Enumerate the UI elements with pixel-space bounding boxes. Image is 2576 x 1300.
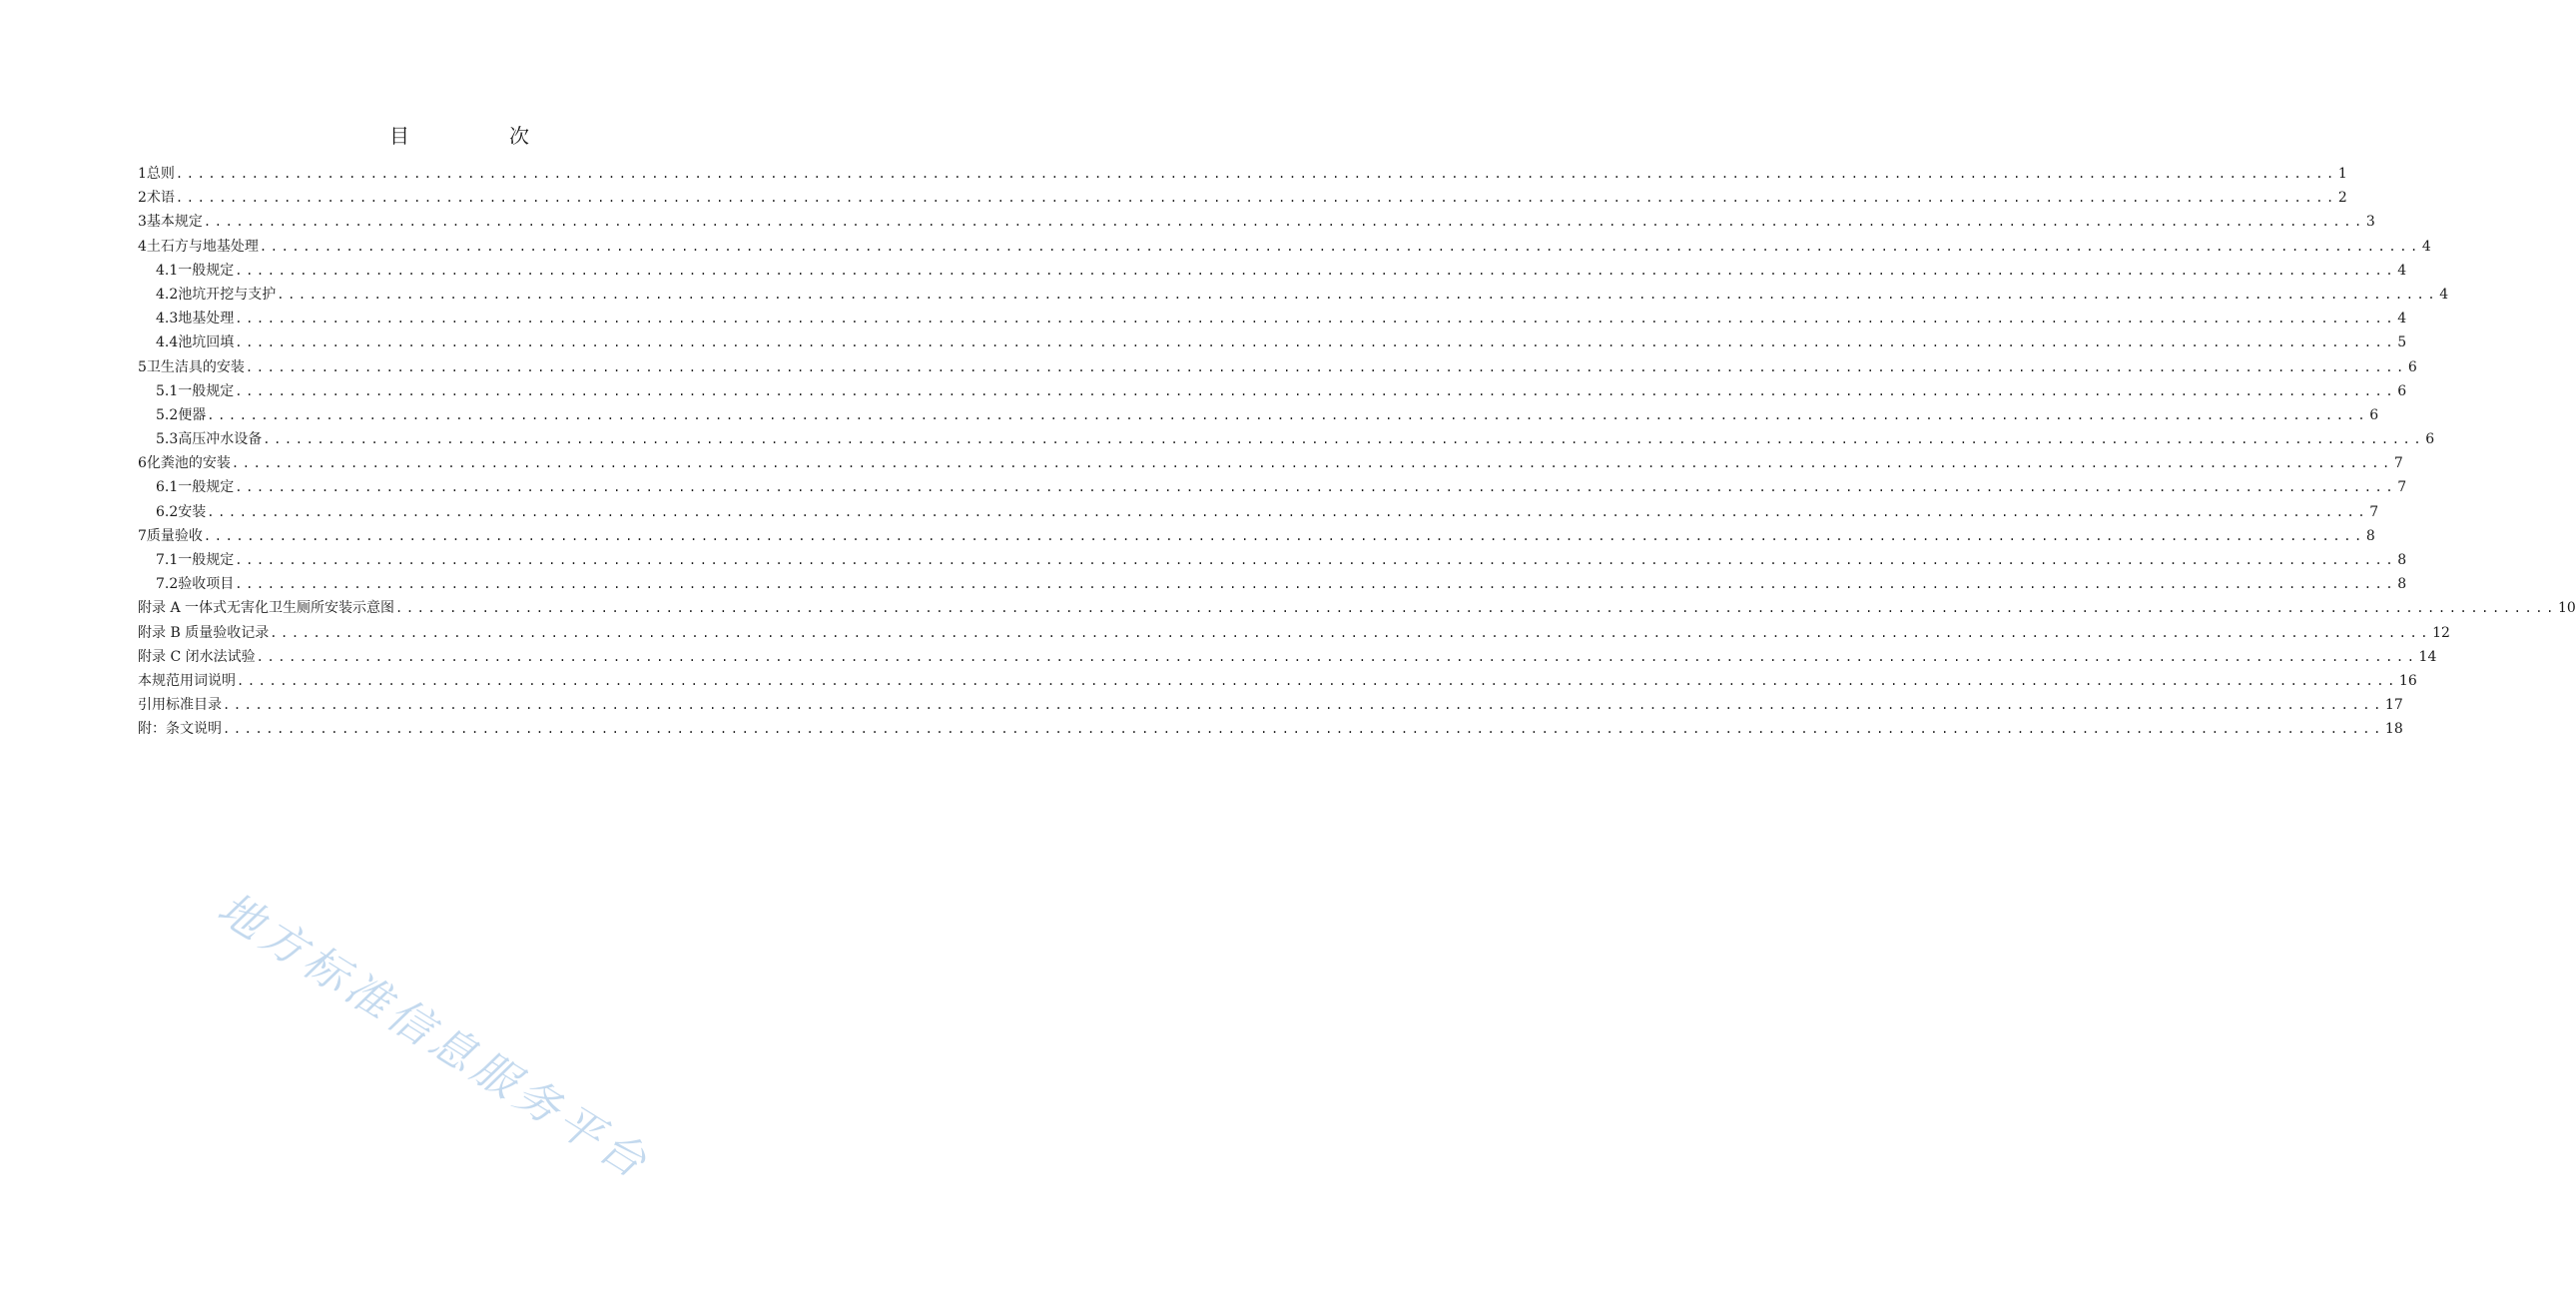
toc-dot-leader: ........................................................................................................................................................................................................ <box>270 625 2432 640</box>
toc-entry-page: 17 <box>2384 697 2403 714</box>
toc-dot-leader: ........................................................................................................................................................................................................ <box>175 191 2337 206</box>
toc-entry-page: 12 <box>2432 624 2450 641</box>
toc-dot-leader: ........................................................................................................................................................................................................ <box>207 407 2369 422</box>
toc-entry-label: 质量验收 <box>146 527 203 544</box>
toc-entry[interactable] <box>138 379 2407 403</box>
toc-entry-page: 5 <box>2397 334 2407 351</box>
toc-entry[interactable] <box>138 355 2417 379</box>
toc-dot-leader: ........................................................................................................................................................................................................ <box>235 553 2397 567</box>
toc-entry[interactable] <box>138 572 2407 596</box>
toc-entry-page: 4 <box>2421 238 2431 255</box>
toc-entry-page: 8 <box>2397 552 2407 568</box>
toc-entry[interactable] <box>138 621 2450 645</box>
toc-entry-label: 便器 <box>178 406 207 423</box>
toc-entry-page: 4 <box>2397 262 2407 279</box>
toc-entry[interactable] <box>138 524 2375 548</box>
toc-entry[interactable] <box>138 403 2379 427</box>
toc-entry[interactable] <box>138 330 2407 354</box>
toc-entry-page: 6 <box>2397 382 2407 399</box>
toc-dot-leader: ........................................................................................................................................................................................................ <box>223 722 2384 737</box>
toc-dot-leader: ........................................................................................................................................................................................................ <box>235 312 2397 326</box>
toc-entry-label: 地基处理 <box>178 311 235 327</box>
table-of-contents <box>138 162 2576 742</box>
toc-entry[interactable] <box>138 307 2407 330</box>
toc-entry-page: 1 <box>2337 166 2347 182</box>
toc-entry-label: 化粪池的安装 <box>146 455 231 472</box>
toc-dot-leader: ........................................................................................................................................................................................................ <box>245 359 2407 374</box>
toc-entry-label: 一般规定 <box>178 382 235 399</box>
toc-entry-label: 土石方与地基处理 <box>146 238 259 255</box>
toc-entry-number: 5.3 <box>156 431 179 448</box>
toc-entry-label: 卫生洁具的安装 <box>146 358 245 375</box>
toc-dot-leader: ........................................................................................................................................................................................................ <box>203 215 2365 230</box>
toc-entry[interactable] <box>138 645 2437 669</box>
toc-entry-page: 7 <box>2393 455 2403 472</box>
toc-entry-number: 7.2 <box>156 576 179 593</box>
toc-entry[interactable] <box>138 186 2347 210</box>
toc-entry-page: 8 <box>2365 527 2375 544</box>
toc-entry[interactable] <box>138 548 2407 572</box>
toc-entry[interactable] <box>138 283 2449 307</box>
toc-entry-page: 14 <box>2418 648 2437 665</box>
toc-entry[interactable] <box>138 427 2435 451</box>
toc-entry-label: 一般规定 <box>178 262 235 279</box>
toc-dot-leader: ........................................................................................................................................................................................................ <box>259 239 2421 254</box>
toc-dot-leader: ........................................................................................................................................................................................................ <box>263 432 2425 447</box>
toc-entry-number: 4.4 <box>156 334 179 351</box>
toc-dot-leader: ........................................................................................................................................................................................................ <box>175 167 2337 181</box>
toc-entry-label: 附：条文说明 <box>138 721 222 738</box>
toc-entry-label: 池坑开挖与支护 <box>178 286 277 303</box>
toc-entry-page: 6 <box>2425 431 2435 448</box>
toc-entry-page: 18 <box>2384 721 2403 738</box>
toc-entry-label: 总则 <box>146 166 175 182</box>
toc-entry-label: 附录 B 质量验收记录 <box>138 624 270 641</box>
toc-entry-page: 7 <box>2369 503 2379 520</box>
toc-dot-leader: ........................................................................................................................................................................................................ <box>235 383 2397 398</box>
toc-entry[interactable] <box>138 162 2347 186</box>
toc-entry-number: 7.1 <box>156 552 179 568</box>
toc-entry[interactable] <box>138 451 2403 475</box>
toc-entry-page: 6 <box>2407 358 2417 375</box>
toc-dot-leader: ........................................................................................................................................................................................................ <box>235 335 2397 350</box>
toc-entry-label: 安装 <box>178 503 207 520</box>
toc-entry-number: 7 <box>138 527 147 544</box>
toc-dot-leader: ........................................................................................................................................................................................................ <box>277 287 2439 302</box>
toc-entry-number: 5.1 <box>156 382 179 399</box>
toc-entry-page: 3 <box>2365 214 2375 231</box>
toc-entry[interactable] <box>138 500 2379 524</box>
toc-dot-leader: ........................................................................................................................................................................................................ <box>207 504 2369 519</box>
page-title: 目 次 <box>389 124 569 148</box>
toc-entry[interactable] <box>138 235 2431 259</box>
toc-entry-number: 4 <box>138 238 147 255</box>
toc-entry-label: 基本规定 <box>146 214 203 231</box>
toc-entry-label: 一般规定 <box>178 479 235 496</box>
toc-entry[interactable] <box>138 717 2403 741</box>
toc-entry-number: 4.1 <box>156 262 179 279</box>
toc-entry-number: 2 <box>138 190 147 207</box>
toc-entry-number: 5 <box>138 358 147 375</box>
toc-dot-leader: ........................................................................................................................................................................................................ <box>256 649 2418 664</box>
toc-entry-label: 池坑回填 <box>178 334 235 351</box>
toc-entry-label: 高压冲水设备 <box>178 431 263 448</box>
toc-entry[interactable] <box>138 210 2375 234</box>
toc-dot-leader: ........................................................................................................................................................................................................ <box>203 528 2365 543</box>
toc-entry-page: 2 <box>2337 190 2347 207</box>
toc-entry-number: 5.2 <box>156 406 179 423</box>
toc-entry-label: 术语 <box>146 190 175 207</box>
toc-entry[interactable] <box>138 596 2576 620</box>
toc-entry[interactable] <box>138 475 2407 499</box>
toc-dot-leader: ........................................................................................................................................................................................................ <box>223 698 2384 713</box>
toc-entry[interactable] <box>138 669 2417 693</box>
toc-entry[interactable] <box>138 259 2407 283</box>
toc-entry-number: 6 <box>138 455 147 472</box>
toc-entry-page: 8 <box>2397 576 2407 593</box>
toc-entry-label: 引用标准目录 <box>138 697 222 714</box>
toc-entry-number: 4.3 <box>156 311 179 327</box>
toc-dot-leader: ........................................................................................................................................................................................................ <box>235 263 2397 278</box>
toc-entry-label: 附录 C 闭水法试验 <box>138 648 256 665</box>
toc-entry-label: 验收项目 <box>178 576 235 593</box>
toc-entry-number: 3 <box>138 214 147 231</box>
toc-dot-leader: ........................................................................................................................................................................................................ <box>235 480 2397 495</box>
toc-entry-page: 16 <box>2398 672 2417 689</box>
watermark-text: 地方标准信息服务平台 <box>209 883 660 1191</box>
toc-entry-page: 4 <box>2397 311 2407 327</box>
toc-entry-label: 一般规定 <box>178 552 235 568</box>
toc-entry-label: 附录 A 一体式无害化卫生厕所安装示意图 <box>138 600 395 617</box>
toc-entry-page: 4 <box>2439 286 2449 303</box>
toc-entry-page: 6 <box>2369 406 2379 423</box>
toc-entry-label: 本规范用词说明 <box>138 672 236 689</box>
toc-entry[interactable] <box>138 693 2403 717</box>
toc-entry-page: 7 <box>2397 479 2407 496</box>
toc-entry-number: 6.2 <box>156 503 179 520</box>
toc-entry-number: 6.1 <box>156 479 179 496</box>
toc-dot-leader: ........................................................................................................................................................................................................ <box>237 673 2398 688</box>
toc-dot-leader: ........................................................................................................................................................................................................ <box>235 577 2397 592</box>
toc-dot-leader: ........................................................................................................................................................................................................ <box>231 456 2393 471</box>
toc-dot-leader: ........................................................................................................................................................................................................ <box>395 601 2557 616</box>
toc-entry-number: 4.2 <box>156 286 179 303</box>
toc-entry-page: 10 <box>2557 600 2576 617</box>
toc-entry-number: 1 <box>138 166 147 182</box>
